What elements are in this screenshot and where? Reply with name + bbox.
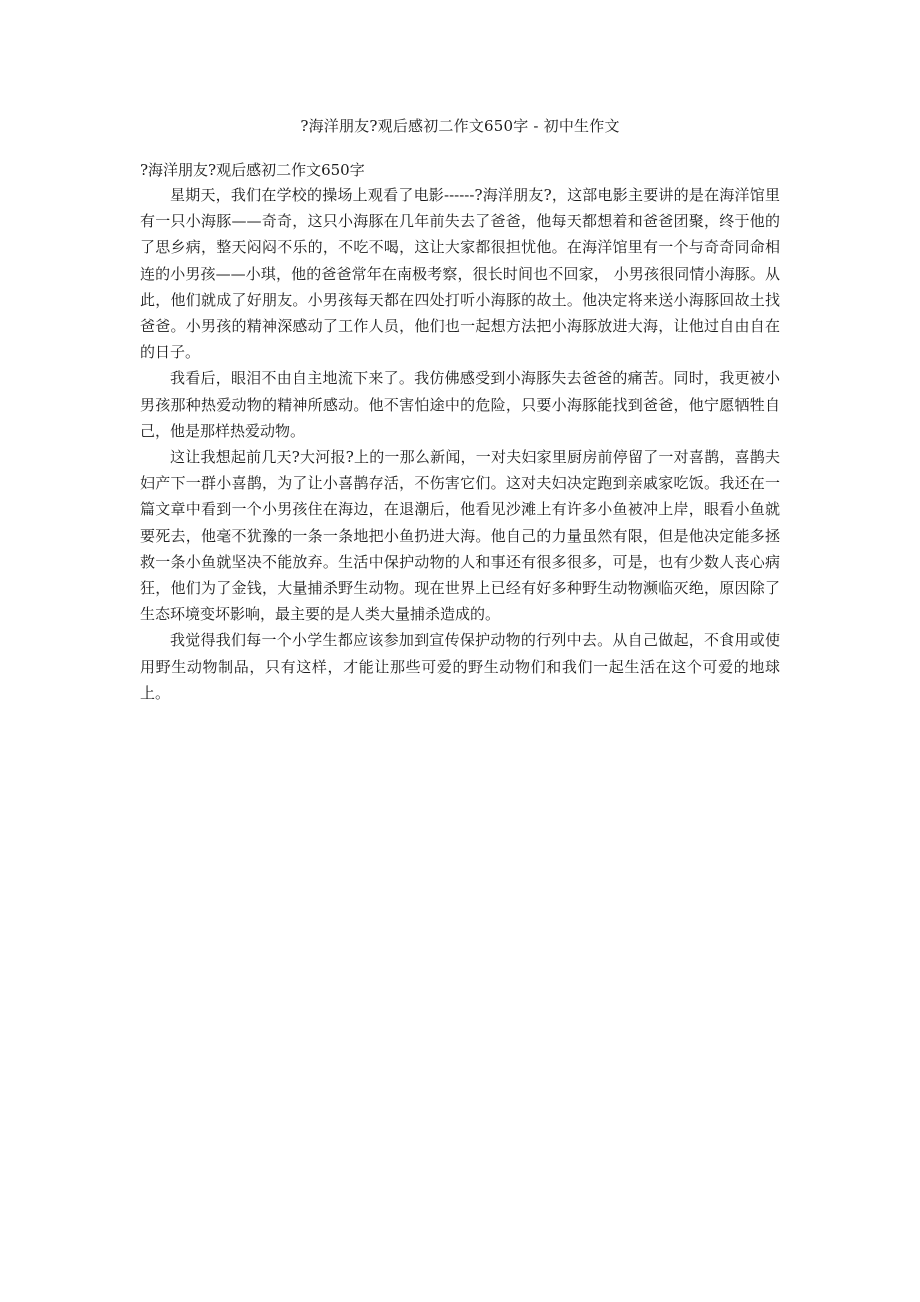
article-subtitle: ?海洋朋友?观后感初二作文650字 [140, 161, 365, 179]
paragraph-2: 我看后，眼泪不由自主地流下来了。我仿佛感受到小海豚失去爸爸的痛苦。同时，我更被小男孩那种热爱动物的精神所感动。他不害怕途中的危险，只要小海豚能找到爸爸，他宁愿牺牲自己，他是那样热爱动物。 [140, 369, 780, 440]
paragraph-4: 我觉得我们每一个小学生都应该参加到宣传保护动物的行列中去。从自己做起，不食用或使用野生动物制品，只有这样，才能让那些可爱的野生动物们和我们一起生活在这个可爱的地球上。 [140, 631, 780, 702]
article-body [140, 182, 780, 706]
paragraph-3: 这让我想起前几天?大河报?上的一那么新闻，一对夫妇家里厨房前停留了一对喜鹊，喜鹊夫妇产下一群小喜鹊，为了让小喜鹊存活，不伤害它们。这对夫妇决定跑到亲戚家吃饭。我还在一篇文章中看到一个小男孩住在海边，在退潮后，他看见沙滩上有许多小鱼被冲上岸，眼看小鱼就要死去，他毫不犹豫的一条一条地把小鱼扔进大海。他自己的力量虽然有限，但是他决定能多拯救一条小鱼就坚决不能放弃。生活中保护动物的人和事还有很多很多，可是，也有少数人丧心病狂，他们为了金钱，大量捕杀野生动物。现在世界上已经有好多种野生动物濒临灭绝，原因除了生态环境变坏影响，最主要的是人类大量捕杀造成的。 [140, 448, 780, 624]
page-title: ?海洋朋友?观后感初二作文650字 - 初中生作文 [300, 117, 620, 135]
paragraph-1: 星期天，我们在学校的操场上观看了电影------?海洋朋友?，这部电影主要讲的是在海洋馆里有一只小海豚——奇奇，这只小海豚在几年前失去了爸爸，他每天都想着和爸爸团聚，终于他的了思乡病，整天闷闷不乐的，不吃不喝，这让大家都很担忧他。在海洋馆里有一个与奇奇同命相连的小男孩——小琪，他的爸爸常年在南极考察，很长时间也不回家， 小男孩很同情小海豚。从此，他们就成了好朋友。小男孩每天都在四处打听小海豚的故土。他决定将来送小海豚回故土找爸爸。小男孩的精神深感动了工作人员，他们也一起想方法把小海豚放进大海，让他过自由自在的日子。 [140, 186, 780, 362]
